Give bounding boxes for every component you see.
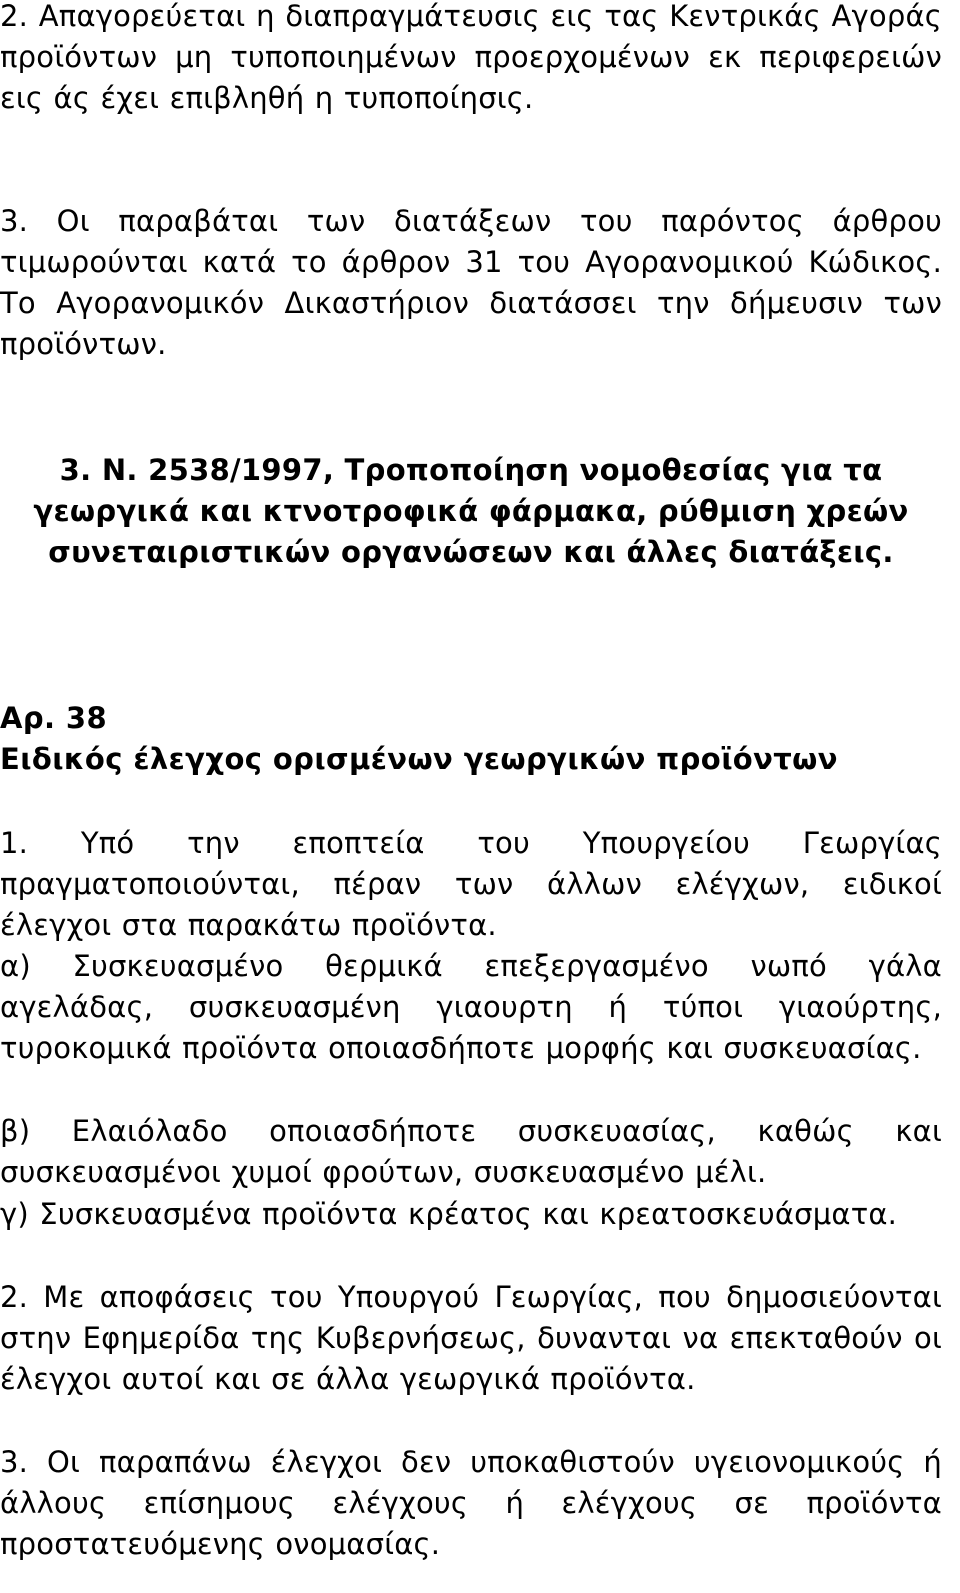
paragraph-2: 2. Με αποφάσεις του Υπουργού Γεωργίας, που δημοσιεύονται στην Εφημερίδα της Κυβερνήσεως, δυνανται να επεκταθούν οι έλεγχοι αυτοί και σε άλλα γεωργικά προϊόντα. (0, 1280, 942, 1397)
paragraph-previous-2: 2. Απαγορεύεται η διαπραγμάτευσις εις τας Κεντρικάς Αγοράς προϊόντων μη τυποποιημένων προερχομένων εκ περιφερειών εις άς έχει επιβληθή η τυποποίησις. (0, 0, 942, 116)
article-title: Ειδικός έλεγχος ορισμένων γεωργικών προϊόντων (0, 742, 838, 776)
list-item-c: γ) Συσκευασμένα προϊόντα κρέατος και κρεατοσκευάσματα. (0, 1197, 898, 1231)
paragraph-3: 3. Οι παραπάνω έλεγχοι δεν υποκαθιστούν υγειονομικούς ή άλλους επίσημους ελέγχους ή ελέγχους σε προϊόντα προστατευόμενης ονομασίας. (0, 1445, 942, 1562)
list-item-b: β) Ελαιόλαδο οποιασδήποτε συσκευασίας, καθώς και συσκευασμένοι χυμοί φρούτων, συσκευασμένο μέλι. (0, 1114, 942, 1190)
paragraph-previous-3: 3. Οι παραβάται των διατάξεων του παρόντος άρθρου τιμωρούνται κατά το άρθρον 31 του Αγορανομικού Κώδικος. Το Αγορανομικόν Δικαστήριον διατάσσει την δήμευσιν των προϊόντων. (0, 204, 942, 362)
article-number: Αρ. 38 (0, 701, 108, 735)
paragraph-1: 1. Υπό την εποπτεία του Υπουργείου Γεωργίας πραγματοποιούνται, πέραν των άλλων ελέγχων, ειδικοί έλεγχοι στα παρακάτω προϊόντα. (0, 826, 942, 943)
law-heading: 3. Ν. 2538/1997, Τροποποίηση νομοθεσίας για τα γεωργικά και κτνοτροφικά φάρμακα, ρύθμιση χρεών συνεταιριστικών οργανώσεων και άλλες διατάξεις. (33, 453, 909, 570)
list-item-a: α) Συσκευασμένο θερμικά επεξεργασμένο νωπό γάλα αγελάδας, συσκευασμένη γιαουρτη ή τύποι γιαούρτης, τυροκομικά προϊόντα οποιασδήποτε μορφής και συσκευασίας. (0, 949, 942, 1066)
